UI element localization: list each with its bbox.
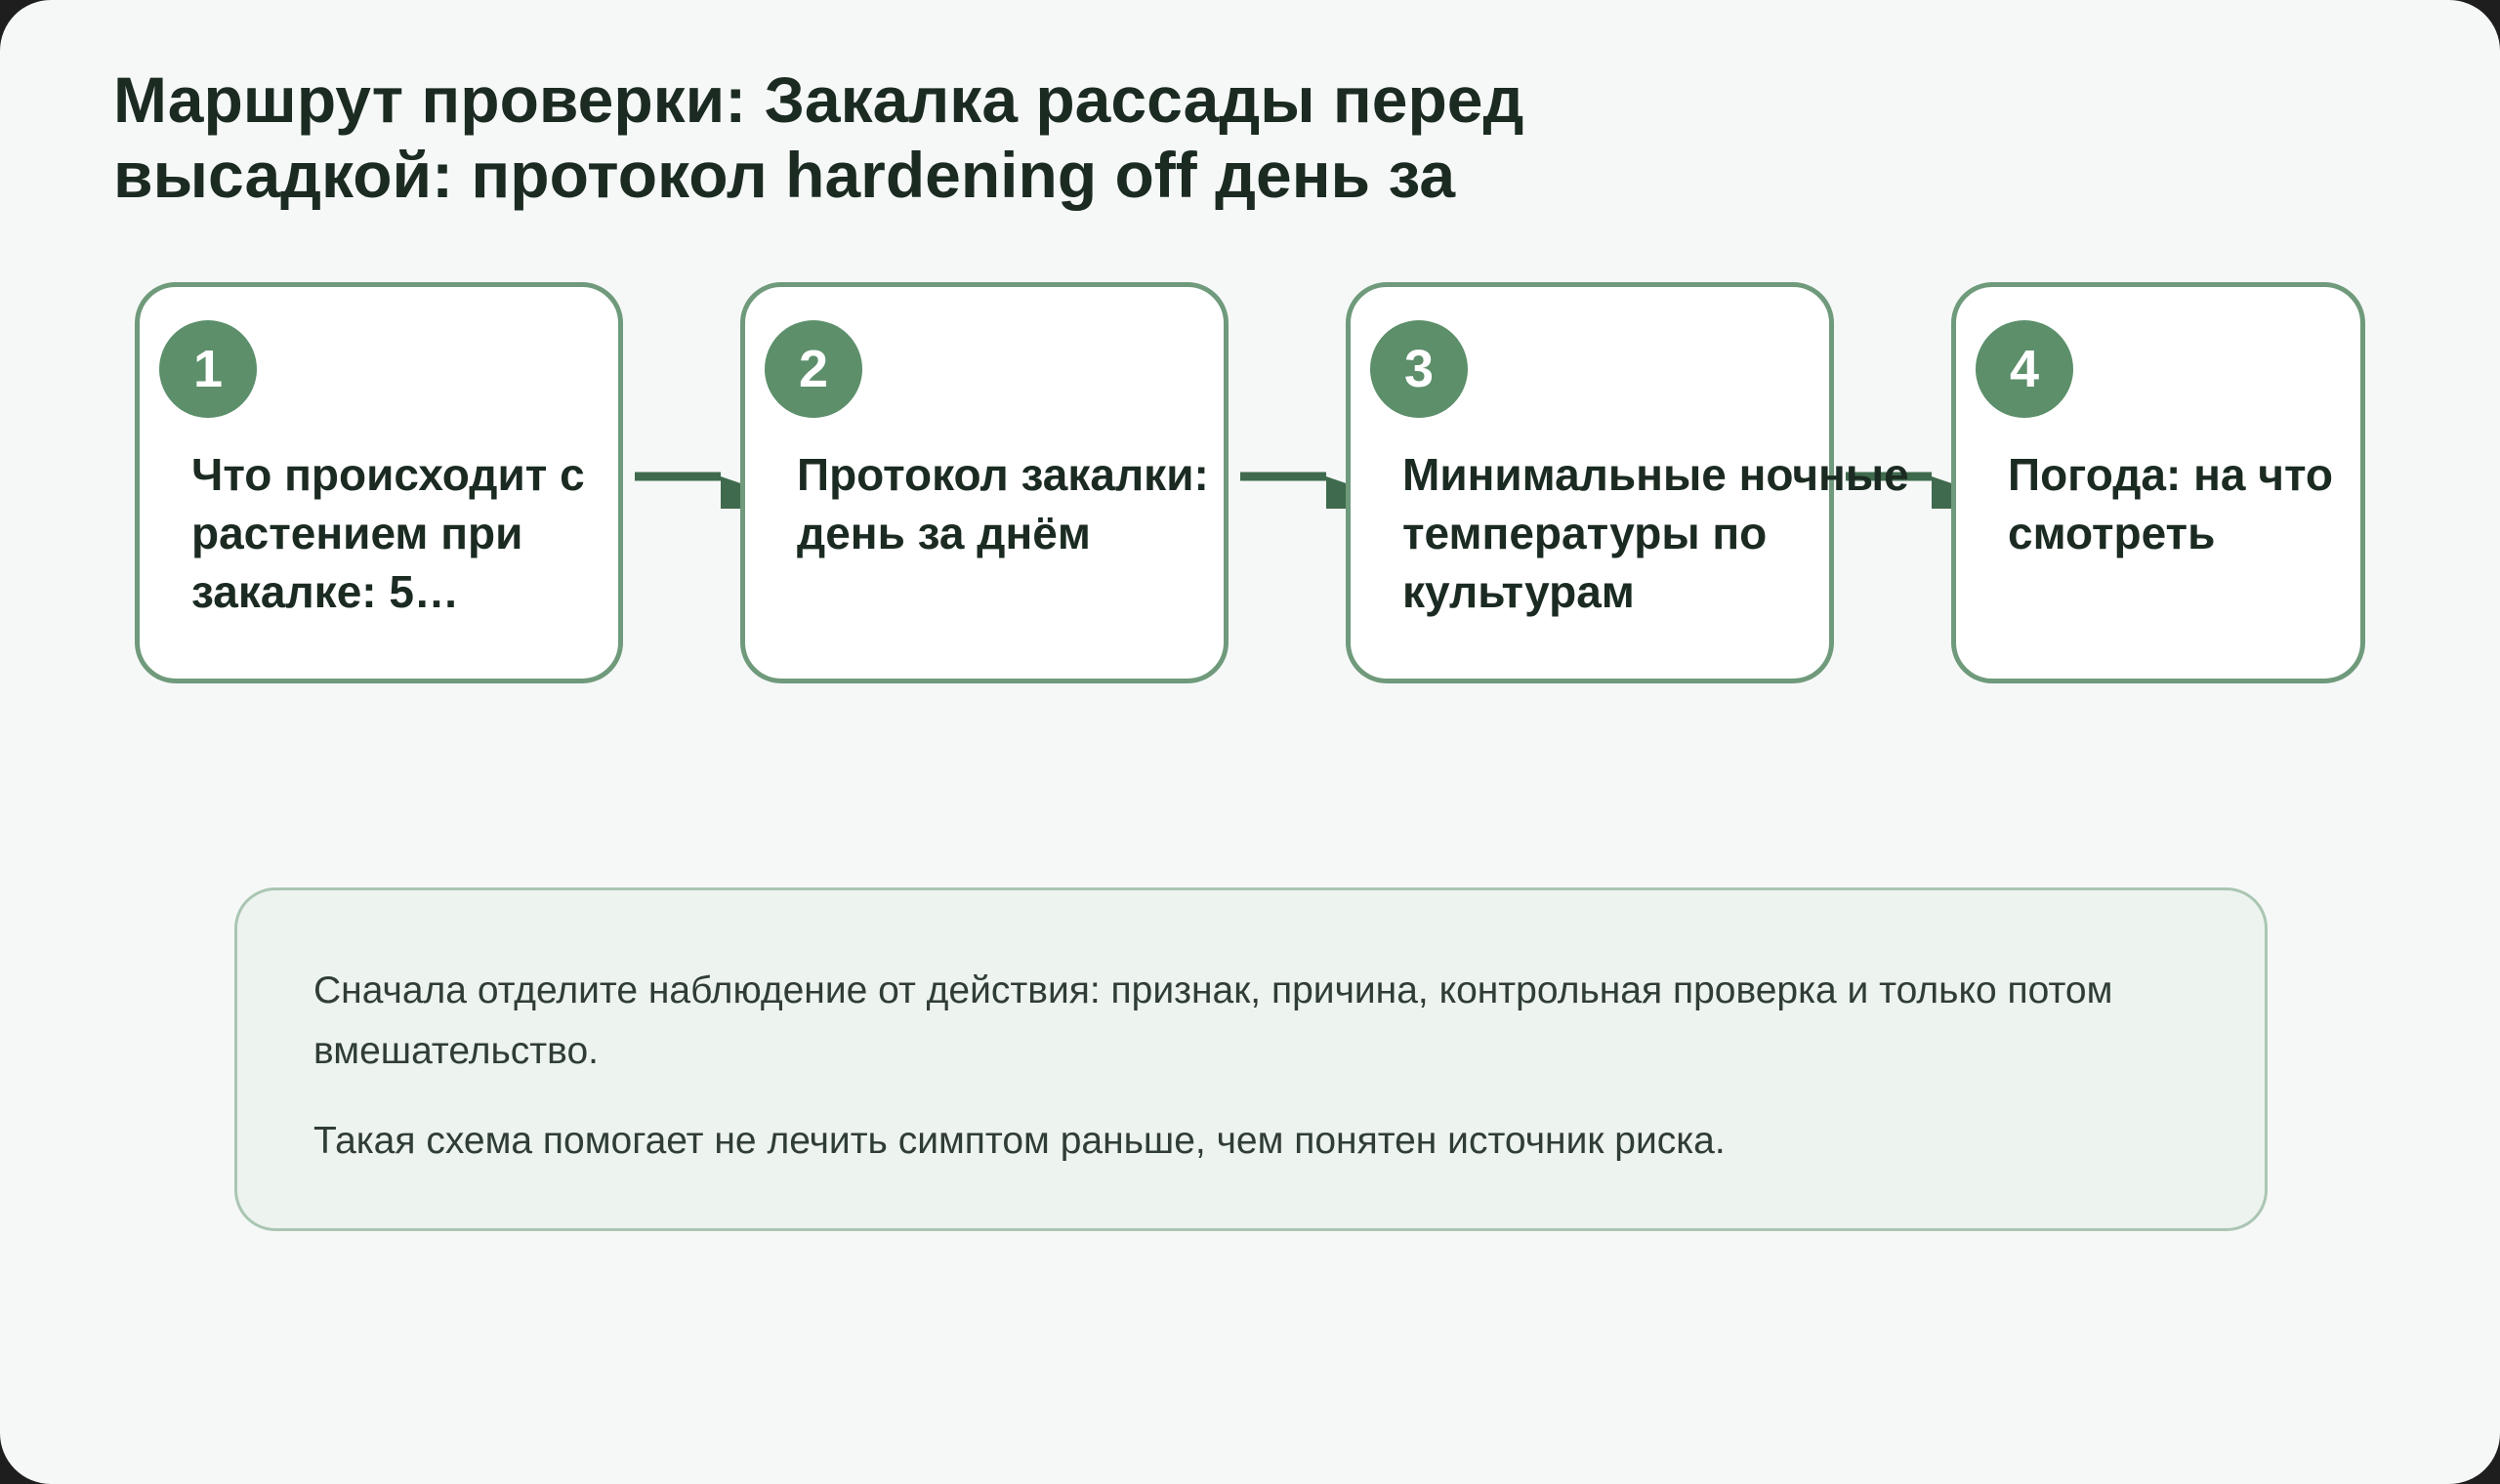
connector-2-3 xyxy=(1240,476,1357,509)
explanation-note xyxy=(234,887,2268,1231)
step-number-badge: 3 xyxy=(1370,320,1468,418)
diagram-title: Маршрут проверки: Закалка рассады перед высадкой: протокол hardening off день за xyxy=(113,63,1524,211)
step-label: Протокол закалки: день за днём xyxy=(797,449,1209,558)
step-number-badge: 4 xyxy=(1976,320,2073,418)
note-paragraph: Сначала отделите наблюдение от действия: признак, причина, контрольная проверка и только потом вмешательство. xyxy=(313,969,2113,1072)
step-label: Минимальные ночные температуры по культурам xyxy=(1402,449,1909,617)
note-paragraph: Такая схема помогает не лечить симптом раньше, чем понятен источник риска. xyxy=(313,1120,1726,1162)
step-card-1[interactable] xyxy=(135,282,623,683)
step-card-2[interactable] xyxy=(740,282,1229,683)
step-label: Погода: на что смотреть xyxy=(2008,449,2333,558)
step-number-badge: 1 xyxy=(159,320,257,418)
connector-1-2 xyxy=(635,476,752,509)
step-label: Что происходит с растением при закалке: 5… xyxy=(191,449,585,617)
step-card-3[interactable] xyxy=(1346,282,1909,683)
step-card-4[interactable] xyxy=(1951,282,2365,683)
step-number-badge: 2 xyxy=(765,320,862,418)
